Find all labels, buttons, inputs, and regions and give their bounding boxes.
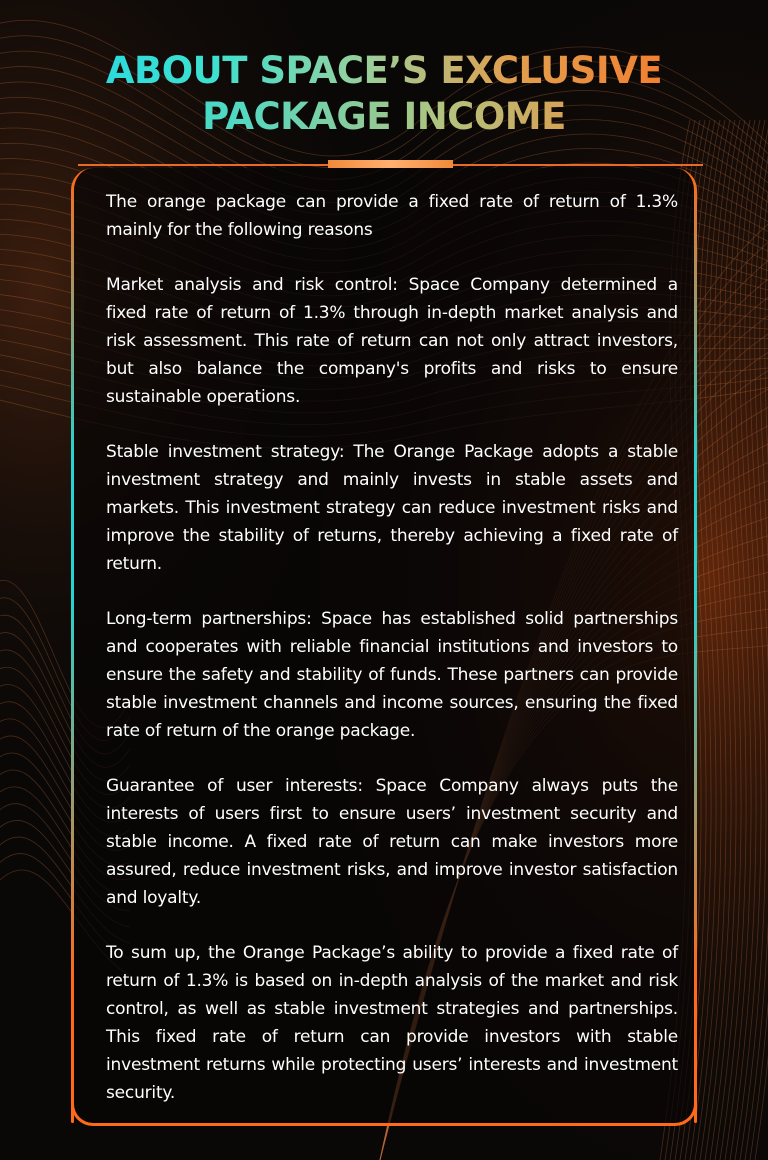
partnerships-paragraph: Long-term partnerships: Space has established solid partnerships and cooperates with reliable financial institutions and investors to ensure the safety and stability of funds. These partners can provide stable investment channels and income sources, ensuring the fixed rate of return of the orange package. [106,609,678,741]
investment-strategy-paragraph: Stable investment strategy: The Orange Package adopts a stable investment strategy and mainly invests in stable assets and markets. This investment strategy can reduce investment risks and improve the stability of returns, thereby achieving a fixed rate of return. [106,442,678,574]
market-analysis-paragraph: Market analysis and risk control: Space Company determined a fixed rate of return of 1.3% through in-depth market analysis and risk assessment. This rate of return can not only attract investors, but also balance the company's profits and risks to ensure sustainable operations. [106,275,678,407]
title-line-1: ABOUT SPACE’S EXCLUSIVE [0,48,768,94]
user-interests-paragraph: Guarantee of user interests: Space Company always puts the interests of users first to ensure users’ investment security and stable income. A fixed rate of return can make investors more assured, reduce investment risks, and improve investor satisfaction and loyalty. [106,776,678,908]
title-divider-accent [328,160,453,168]
title-line-2: PACKAGE INCOME [0,94,768,140]
summary-paragraph: To sum up, the Orange Package’s ability to provide a fixed rate of return of 1.3% is based on in-depth analysis of the market and risk control, as well as stable investment strategies and partnerships. This fixed rate of return can provide investors with stable investment returns while protecting users’ interests and investment security. [106,943,678,1103]
content-text [106,188,678,1107]
page-title [0,48,768,140]
intro-paragraph: The orange package can provide a fixed rate of return of 1.3% mainly for the following reasons [106,192,678,240]
